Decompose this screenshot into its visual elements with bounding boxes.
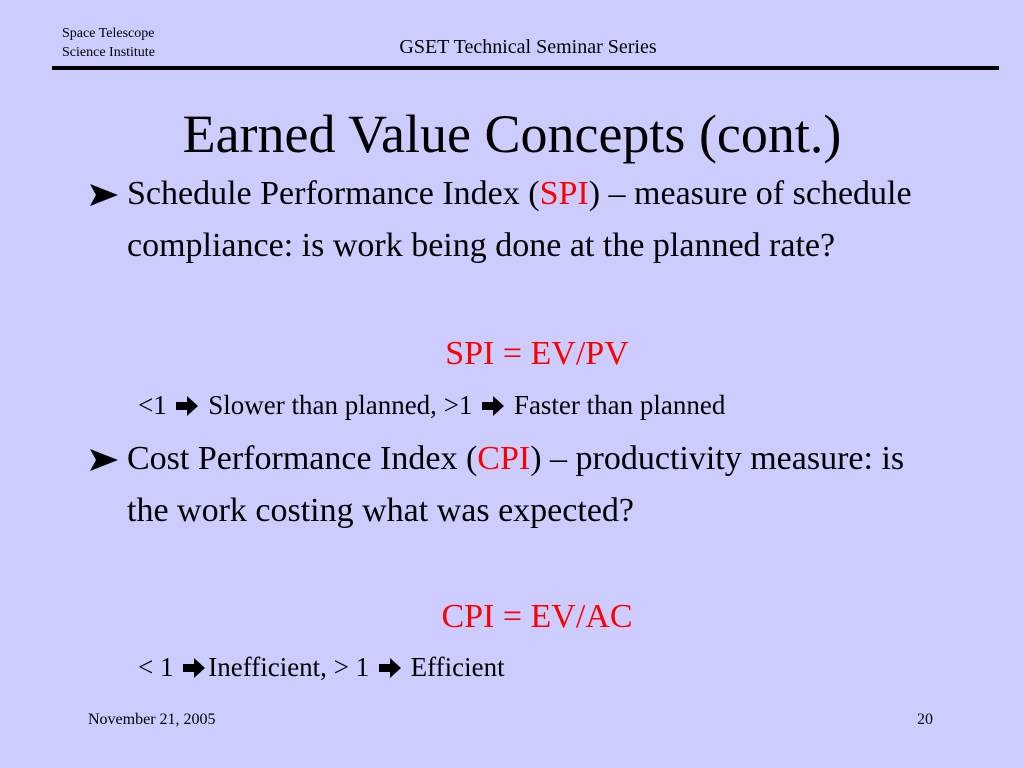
cpi-term: CPI — [477, 440, 531, 477]
spi-gt-value: >1 — [443, 390, 473, 420]
cpi-gt-meaning: Efficient — [410, 652, 505, 682]
right-arrow-icon — [182, 657, 206, 679]
bullet-cpi-text — [127, 433, 927, 537]
cpi-interpretation — [138, 651, 505, 683]
seminar-series-title: GSET Technical Seminar Series — [399, 36, 657, 58]
page-number: 20 — [917, 711, 933, 728]
bullet-cpi-before: Cost Performance Index ( — [127, 440, 478, 477]
right-arrow-icon — [175, 395, 199, 417]
org-line-2: Science Institute — [62, 45, 155, 60]
bullet-spi-before: Schedule Performance Index ( — [127, 175, 540, 212]
footer-date: November 21, 2005 — [88, 711, 216, 728]
cpi-lt-value: < 1 — [138, 652, 174, 682]
slide-title: Earned Value Concepts (cont.) — [182, 104, 842, 164]
spi-gt-meaning: Faster than planned — [513, 390, 726, 420]
spi-formula: SPI = EV/PV — [445, 335, 629, 372]
cpi-formula: CPI = EV/AC — [441, 598, 633, 635]
spi-interpretation — [138, 389, 725, 421]
spi-lt-value: <1 — [138, 390, 167, 420]
spi-term: SPI — [539, 175, 589, 212]
org-line-1: Space Telescope — [62, 26, 155, 41]
spi-lt-meaning: Slower than planned, — [208, 390, 437, 420]
cpi-lt-meaning: Inefficient, — [208, 652, 327, 682]
header-divider — [52, 66, 999, 70]
bullet-spi-text — [127, 168, 927, 272]
bullet-cpi-after: ) – productivity measure: is the work costing what was expected? — [127, 440, 905, 529]
right-arrow-icon — [481, 395, 505, 417]
cpi-gt-value: > 1 — [333, 652, 370, 682]
bullet-spi-after: ) – measure of schedule compliance: is work being done at the planned rate? — [127, 175, 912, 264]
right-arrow-icon — [378, 657, 402, 679]
